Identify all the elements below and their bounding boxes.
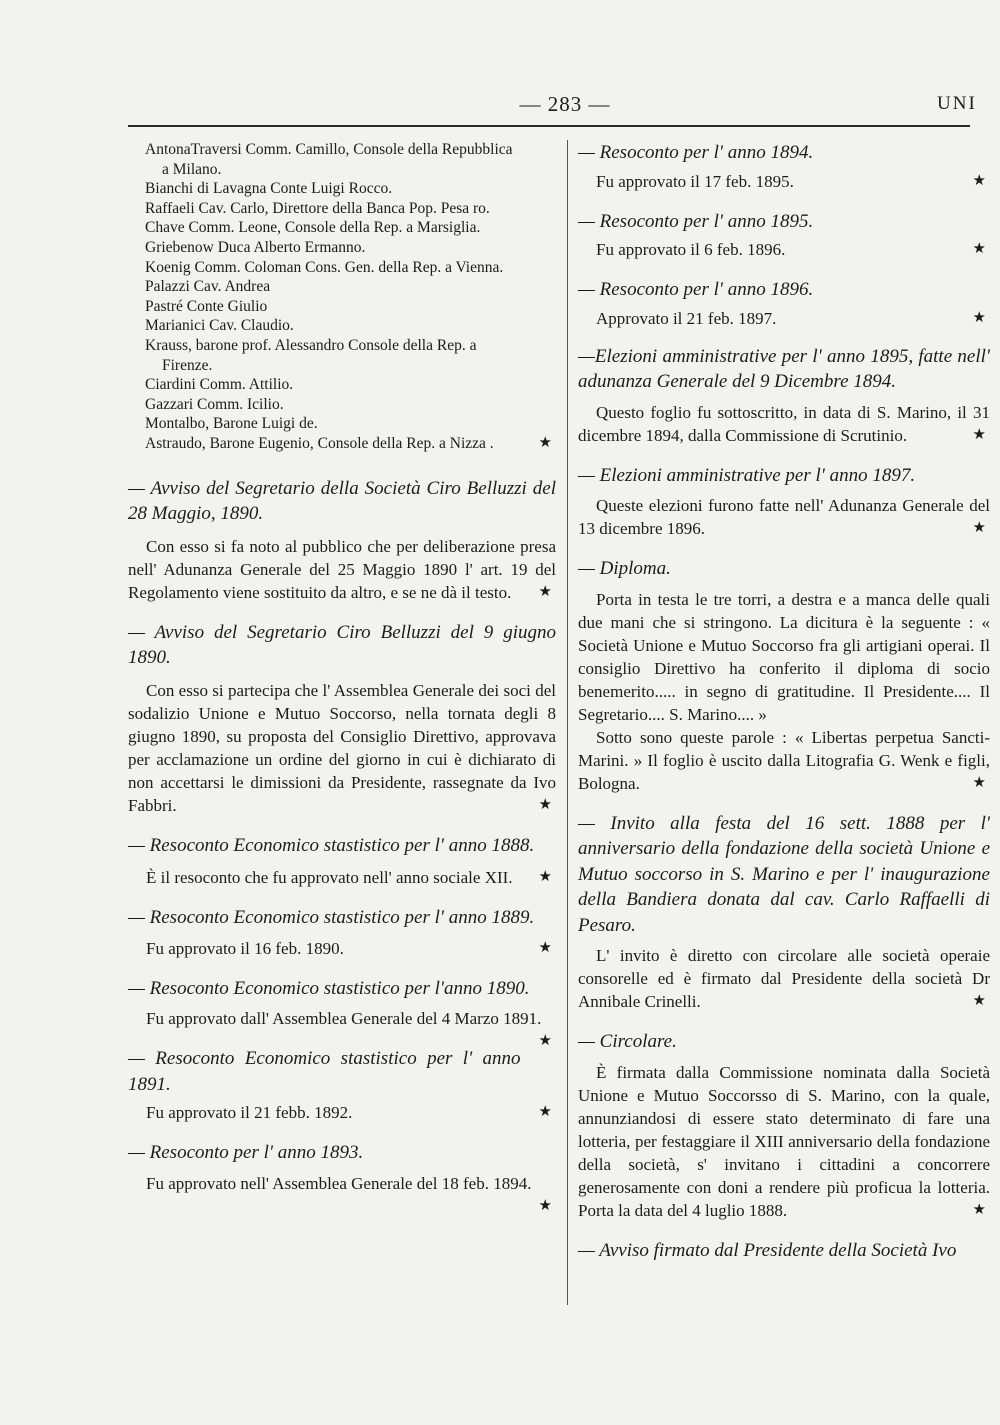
entry-heading: — Diploma. xyxy=(578,558,671,579)
star-icon: ★ xyxy=(538,796,552,813)
list-item: Pastré Conte Giulio xyxy=(145,297,268,315)
star-icon: ★ xyxy=(972,241,986,257)
entry-text: Con esso si fa noto al pubblico che per deliberazione presa nell' Adunanza Generale del 25 Maggio 1890 l' art. 19 del Regolamento viene sostituito da altro, e se ne dà il testo. ★ xyxy=(128,536,556,602)
star-icon: ★ xyxy=(538,434,552,451)
list-item: Koenig Comm. Coloman Cons. Gen. della Rep. a Vienna. xyxy=(145,258,504,276)
list-item: AntonaTraversi Comm. Camillo, Console della Repubblica xyxy=(145,141,513,158)
list-item-text: Astraudo, Barone Eugenio, Console della Rep. a Nizza . xyxy=(145,434,494,452)
entry-resoconto-1893 xyxy=(128,1140,556,1214)
entry-heading: — Resoconto per l' anno 1896. xyxy=(578,279,814,300)
entry-heading: — Resoconto per l' anno 1893. xyxy=(128,1142,364,1163)
list-item: Chave Comm. Leone, Console della Rep. a Marsiglia. xyxy=(145,219,481,237)
entry-resoconto-1896 xyxy=(578,277,990,330)
entry-invito-1888 xyxy=(578,811,990,1014)
entry-heading: — Resoconto Economico stastistico per l' anno 1889. xyxy=(128,907,535,928)
entry-heading: — Resoconto Economico stastistico per l'anno 1890. xyxy=(128,977,530,999)
entry-resoconto-1891 xyxy=(128,1046,556,1124)
entry-text: Sotto sono queste parole : « Libertas perpetua Sancti-Marini. » Il foglio è uscito dalla Litografia G. Wenk e figli, Bologna. ★ xyxy=(578,727,990,793)
entry-text: Con esso si partecipa che l' Assemblea Generale dei soci del sodalizio Unione e Mutuo Soccorso, nella tornata degli 8 giugno 1890, su proposta del Consiglio Direttivo, approvava per acclamazione un ordine del giorno in cui è dichiarato di non accettarsi le dimissioni da Presidente, rassegnate da Ivo Fabbri. ★ xyxy=(128,680,556,815)
list-item: a Milano. xyxy=(162,160,222,178)
entry-heading: — Resoconto per l' anno 1894. xyxy=(578,142,814,163)
list-item: Gazzari Comm. Icilio. xyxy=(145,395,284,413)
entry-heading: — Invito alla festa del 16 sett. 1888 per l' anniversario della fondazione della società Unione e Mutuo soccorso in S. Marino e per l' inaugurazione della Bandiera donata dal cav. Carlo Raffaelli di Pesaro. xyxy=(578,812,990,936)
entry-resoconto-1894 xyxy=(578,140,990,193)
entry-text: Fu approvato il 16 feb. 1890. ★ xyxy=(146,938,552,958)
entry-elezioni-1897 xyxy=(578,463,990,541)
entry-diploma xyxy=(578,556,990,795)
entry-heading: — Circolare. xyxy=(578,1031,677,1052)
star-icon: ★ xyxy=(972,1201,986,1218)
entry-heading: —Elezioni amministrative per l' anno 1895, fatte nell' adunanza Generale del 9 Dicembre 1894. xyxy=(578,345,990,392)
entry-heading: — Resoconto Economico stastistico per l' anno 1888. xyxy=(128,834,535,856)
right-column xyxy=(578,140,990,1263)
page-number: — 283 — xyxy=(519,92,611,116)
list-item: Griebenow Duca Alberto Ermanno. xyxy=(145,238,366,256)
entry-text: Fu approvato nell' Assemblea Generale del 18 feb. 1894. ★ xyxy=(128,1172,556,1195)
list-item: Bianchi di Lavagna Conte Luigi Rocco. xyxy=(145,180,393,198)
star-icon: ★ xyxy=(972,309,986,326)
entry-elezioni-1895 xyxy=(578,344,990,447)
star-icon: ★ xyxy=(972,172,986,189)
entry-avviso-1890-maggio xyxy=(128,476,556,604)
entry-text: È firmata dalla Commissione nominata dalla Società Unione e Mutuo Soccorsso di S. Marino, con la quale, annunziandosi di essere stato determinato di fare una lotteria, per festaggiare il XIII anniversario della fondazione della società, s' invitano i cittadini a concorrere generosamente con doni a rendere più proficua la lotteria. Porta la data del 4 luglio 1888. ★ xyxy=(578,1062,990,1220)
star-icon: ★ xyxy=(538,583,552,600)
list-item: Krauss, barone prof. Alessandro Console della Rep. a xyxy=(145,336,477,354)
entry-heading: — Avviso del Segretario della Società Ciro Belluzzi del 28 Maggio, 1890. xyxy=(128,477,556,524)
entry-text: L' invito è diretto con circolare alle società operaie consorelle ed è firmato dal Presidente della società Dr Annibale Crinelli. ★ xyxy=(578,946,990,1011)
star-icon: ★ xyxy=(538,1197,552,1214)
column-divider xyxy=(567,140,568,1305)
entry-text: Approvato il 21 feb. 1897. ★ xyxy=(596,308,986,328)
entry-heading: — Elezioni amministrative per l' anno 1897. xyxy=(578,464,916,486)
entry-text: Questo foglio fu sottoscritto, in data di S. Marino, il 31 dicembre 1894, dalla Commissione di Scrutinio. ★ xyxy=(578,402,990,445)
entry-text: Queste elezioni furono fatte nell' Adunanza Generale del 13 dicembre 1896. ★ xyxy=(578,496,990,538)
entry-resoconto-1895 xyxy=(578,209,990,262)
list-item: Raffaeli Cav. Carlo, Direttore della Banca Pop. Pesa ro. xyxy=(145,199,490,217)
names-list xyxy=(128,140,556,454)
header-rule xyxy=(128,125,970,127)
star-icon: ★ xyxy=(538,939,552,956)
star-icon: ★ xyxy=(972,520,986,536)
entry-text: È il resoconto che fu approvato nell' anno sociale XII. ★ xyxy=(146,868,552,887)
entry-text: Porta in testa le tre torri, a destra e a manca delle quali due mani che si stringono. La dicitura è la seguente : « Società Unione e Mutuo Soccorso fra gli artigiani operai. Il consiglio Direttivo ha conferito il diploma di socio benemerito..... in segno di gratitudine. Il Presidente.... Il Segretario.... S. Marino.... » xyxy=(578,589,990,724)
left-column xyxy=(128,140,556,1218)
star-icon: ★ xyxy=(538,869,552,885)
star-icon: ★ xyxy=(972,774,986,791)
entry-circolare xyxy=(578,1029,990,1222)
entry-avviso-1890-giugno xyxy=(128,620,556,817)
star-icon: ★ xyxy=(538,1104,552,1120)
entry-heading: — Resoconto Economico stastistico per l' anno 1891. xyxy=(128,1048,521,1095)
list-item: Ciardini Comm. Attilio. xyxy=(145,376,294,394)
entry-heading: — Resoconto per l' anno 1895. xyxy=(578,210,814,232)
entry-resoconto-1889 xyxy=(128,905,556,960)
list-item: Palazzi Cav. Andrea xyxy=(145,278,271,296)
list-item: Marianici Cav. Claudio. xyxy=(145,317,294,335)
list-item xyxy=(128,434,556,454)
entry-avviso-presidente xyxy=(578,1238,990,1264)
star-icon: ★ xyxy=(538,1033,552,1049)
entry-resoconto-1890 xyxy=(128,976,556,1049)
entry-text: Fu approvato il 21 febb. 1892. ★ xyxy=(146,1103,552,1122)
running-head: UNI xyxy=(937,93,977,114)
entry-text: Fu approvato il 17 feb. 1895. ★ xyxy=(596,171,986,191)
entry-heading: — Avviso del Segretario Ciro Belluzzi del 9 giugno 1890. xyxy=(128,621,556,668)
star-icon: ★ xyxy=(972,426,986,443)
star-icon: ★ xyxy=(972,993,986,1009)
entry-text: Fu approvato dall' Assemblea Generale del 4 Marzo 1891. ★ xyxy=(128,1007,556,1030)
entry-heading: — Avviso firmato dal Presidente della Società Ivo xyxy=(578,1239,957,1261)
list-item: Firenze. xyxy=(162,356,213,374)
entry-text: Fu approvato il 6 feb. 1896. ★ xyxy=(596,240,986,259)
entry-resoconto-1888 xyxy=(128,833,556,890)
list-item: Montalbo, Barone Luigi de. xyxy=(145,415,318,433)
